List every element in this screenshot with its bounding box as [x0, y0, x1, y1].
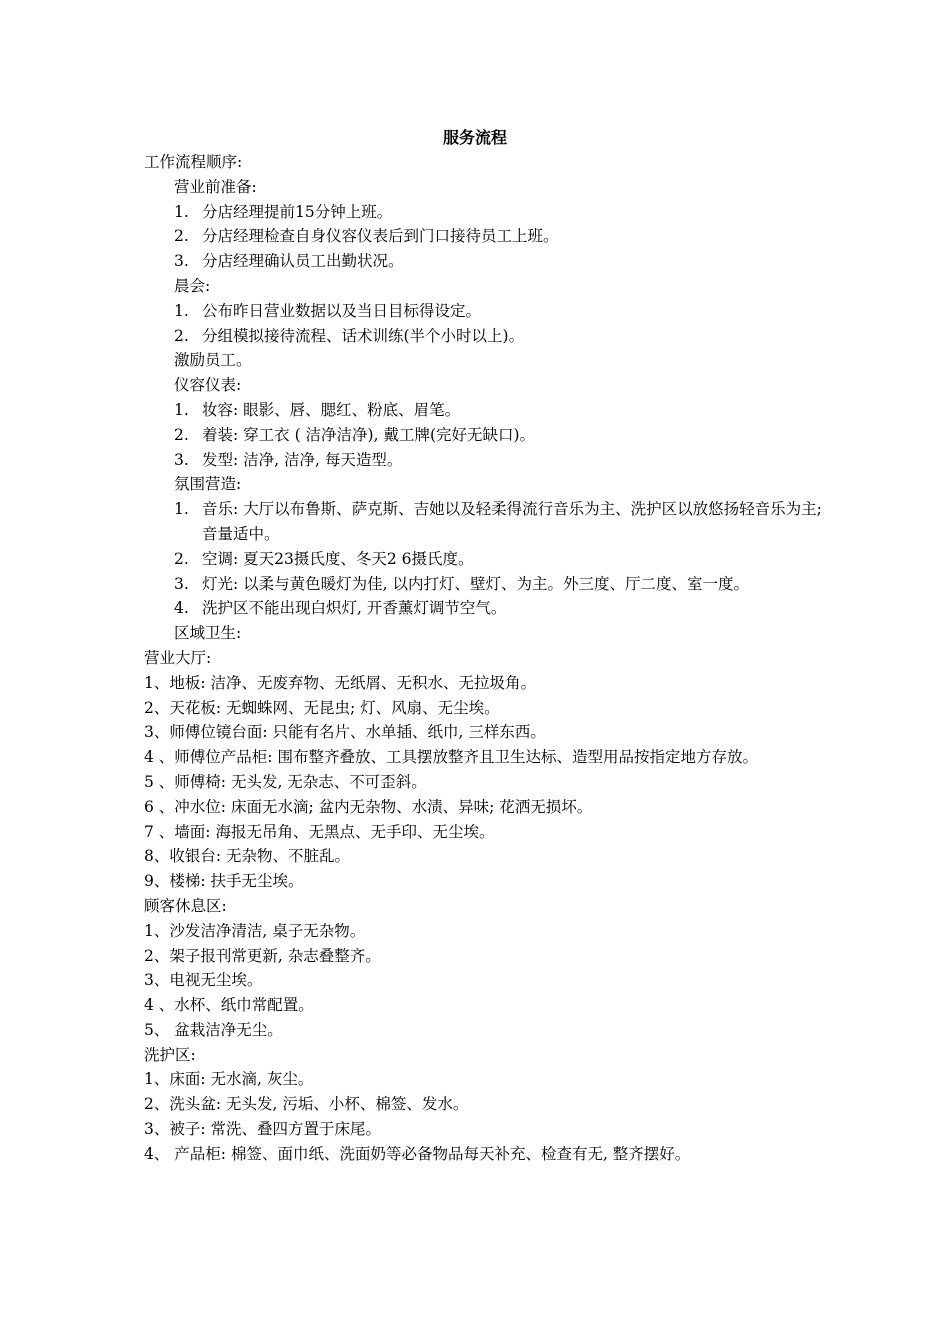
list-item: 4 、水杯、纸巾常配置。 — [144, 996, 314, 1015]
subheading-motivate-staff: 激励员工。 — [174, 351, 252, 370]
subheading-area-hygiene: 区域卫生: — [174, 624, 242, 643]
list-item: 2、架子报刊常更新, 杂志叠整齐。 — [144, 946, 381, 965]
item-text: 音乐: 大厅以布鲁斯、萨克斯、吉她以及轻柔得流行音乐为主、洗护区以放悠扬轻音乐为主; 音量适中。 — [202, 500, 822, 543]
document-body — [144, 150, 824, 1167]
list-item — [144, 398, 824, 423]
list-item — [144, 423, 824, 448]
list-item: 5、 盆栽洁净无尘。 — [144, 1020, 283, 1039]
item-number: 1. — [174, 301, 189, 320]
list-item: 6 、冲水位: 床面无水滴; 盆内无杂物、水渍、异味; 花洒无损坏。 — [144, 797, 593, 816]
item-text: 分店经理确认员工出勤状况。 — [202, 252, 404, 271]
list-item: 5 、师傅椅: 无头发, 无杂志、不可歪斜。 — [144, 772, 427, 791]
item-number: 1. — [174, 400, 189, 419]
item-number: 4. — [174, 599, 189, 618]
item-number: 2. — [174, 425, 189, 444]
list-item: 4 、师傅位产品柜: 围布整齐叠放、工具摆放整齐且卫生达标、造型用品按指定地方存放。 — [144, 748, 758, 767]
list-item — [144, 596, 824, 621]
list-item: 9、楼梯: 扶手无尘埃。 — [144, 872, 304, 891]
item-number: 3. — [174, 450, 189, 469]
subheading-main-hall: 营业大厅: — [144, 648, 212, 667]
list-item — [144, 448, 824, 473]
item-text: 空调: 夏天23摄氏度、冬天2 6摄氏度。 — [202, 549, 474, 568]
list-item — [144, 224, 824, 249]
list-item — [144, 547, 824, 572]
list-item: 8、收银台: 无杂物、不脏乱。 — [144, 847, 351, 866]
item-text: 灯光: 以柔与黄色暖灯为佳, 以内打灯、壁灯、为主。外三度、厅二度、室一度。 — [202, 574, 750, 593]
item-number: 2. — [174, 227, 189, 246]
list-item — [144, 249, 824, 274]
subheading-preparation: 营业前准备: — [174, 177, 257, 196]
list-item: 2、洗头盆: 无头发, 污垢、小杯、棉签、发水。 — [144, 1095, 469, 1114]
item-number: 2. — [174, 549, 189, 568]
list-item: 1、地板: 洁净、无废弃物、无纸屑、无积水、无拉圾角。 — [144, 673, 537, 692]
list-item: 7 、墙面: 海报无吊角、无黑点、无手印、无尘埃。 — [144, 822, 495, 841]
item-text: 妆容: 眼影、唇、腮红、粉底、眉笔。 — [202, 400, 461, 419]
item-text: 分组模拟接待流程、话术训练(半个小时以上)。 — [202, 326, 525, 345]
item-number: 3. — [174, 574, 189, 593]
subheading-lounge: 顾客休息区: — [144, 896, 227, 915]
section-heading-workflow: 工作流程顺序: — [144, 153, 243, 171]
list-item — [144, 497, 822, 547]
item-text: 洗护区不能出现白炽灯, 开香薰灯调节空气。 — [202, 599, 507, 618]
list-item: 4、 产品柜: 棉签、面巾纸、洗面奶等必备物品每天补充、检查有无, 整齐摆好。 — [144, 1144, 691, 1163]
item-number: 2. — [174, 326, 189, 345]
item-number: 1. — [174, 202, 189, 221]
subheading-atmosphere: 氛围营造: — [174, 475, 242, 494]
list-item — [144, 200, 824, 225]
list-item: 3、被子: 常洗、叠四方置于床尾。 — [144, 1120, 382, 1139]
subheading-wash-area: 洗护区: — [144, 1045, 196, 1064]
item-text: 发型: 洁净, 洁净, 每天造型。 — [202, 450, 403, 469]
list-item — [144, 572, 822, 597]
list-item: 3、电视无尘埃。 — [144, 971, 263, 990]
list-item — [144, 299, 824, 324]
item-text: 着装: 穿工衣 ( 洁净洁净), 戴工牌(完好无缺口)。 — [202, 425, 536, 444]
item-text: 公布昨日营业数据以及当日目标得设定。 — [202, 301, 482, 320]
item-number: 3. — [174, 252, 189, 271]
item-number: 1. — [174, 500, 189, 519]
subheading-morning-meeting: 晨会: — [174, 276, 211, 295]
list-item: 1、床面: 无水滴, 灰尘。 — [144, 1070, 314, 1089]
subheading-appearance: 仪容仪表: — [174, 376, 242, 395]
list-item: 2、天花板: 无蜘蛛网、无昆虫; 灯、风扇、无尘埃。 — [144, 698, 500, 717]
list-item: 3、师傅位镜台面: 只能有名片、水单插、纸巾, 三样东西。 — [144, 723, 546, 742]
document-title: 服务流程 — [442, 128, 507, 147]
list-item: 1、沙发洁净清洁, 桌子无杂物。 — [144, 921, 366, 940]
list-item — [144, 324, 824, 349]
item-text: 分店经理提前15分钟上班。 — [202, 202, 393, 221]
item-text: 分店经理检查自身仪容仪表后到门口接待员工上班。 — [202, 227, 559, 246]
